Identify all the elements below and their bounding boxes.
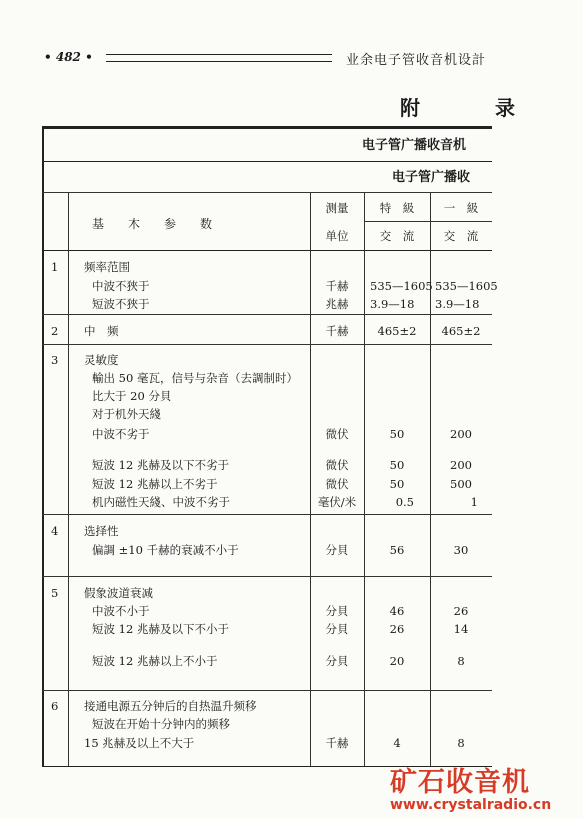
row-label: 偏調 ±10 千赫的衰减不小于 [92,543,239,557]
row-value-special: 50 [389,427,405,441]
header-rule [106,54,332,62]
row-label: 短波 12 兆赫及以下不小于 [92,622,229,636]
grade-special-header: 特 級 [379,201,415,215]
header-bottom-rule [42,250,492,251]
row-value-special: 0.5 [395,495,414,509]
row-unit: 分貝 [325,604,349,618]
row-label: 中波不小于 [92,604,150,618]
row-value-special: 20 [389,654,405,668]
row-value-special: 26 [389,622,405,636]
row-value-first: 500 [450,477,472,491]
row-value-first: 26 [453,604,469,618]
row-number: 1 [51,260,59,274]
row-label: 选择性 [84,524,119,538]
row-number: 4 [51,524,59,538]
grade-rule [364,221,492,222]
row-label: 短波不狹于 [92,297,150,311]
row-label: 15 兆赫及以上不大于 [84,736,195,750]
row-number: 3 [51,353,59,367]
row-label: 中 频 [84,324,119,338]
spec-table [42,126,498,767]
row-rule-5 [42,690,492,691]
num-column-divider [68,193,69,766]
row-unit: 分貝 [325,622,349,636]
row-label: 短波在开始十分钟内的频移 [92,717,230,731]
row-unit: 微伏 [325,458,349,472]
params-header: 基 木 参 数 [92,217,213,231]
row-unit: 千赫 [325,736,349,750]
row-label: 中波不狹于 [92,279,150,293]
table-subtitle: 电子管广播收 [392,170,471,185]
row-number: 2 [51,324,59,338]
subtitle-rule [42,192,492,193]
row-value-special: 50 [389,477,405,491]
row-unit: 微伏 [325,477,349,491]
watermark [390,760,580,813]
row-value-first: 8 [457,654,465,668]
unit-header-bottom: 单位 [325,229,349,243]
row-rule-2 [42,344,492,345]
unit-header-top: 测量 [325,201,349,215]
row-value-first: 30 [453,543,469,557]
row-label: 对于机外天綫 [92,407,161,421]
row-value-first: 200 [450,458,472,472]
row-label: 频率范围 [84,260,130,274]
row-rule-1 [42,314,492,315]
row-label: 机内磁性天綫、中波不劣于 [92,495,230,509]
watermark-url: www.crystalradio.cn [390,797,552,813]
row-unit: 千赫 [325,324,349,338]
row-value-first: 14 [453,622,469,636]
row-unit: 兆赫 [325,297,349,311]
watermark-logo: 矿石收音机 [390,767,530,798]
row-unit: 毫伏/米 [317,495,357,509]
row-value-special: 4 [393,736,401,750]
appendix-title: 附 录 [400,96,549,120]
row-value-special: 3.9—18 [370,297,415,311]
row-number: 6 [51,699,59,713]
row-label: 短波 12 兆赫以上不小于 [92,654,218,668]
row-value-special: 465±2 [377,324,417,338]
row-unit: 千赫 [325,279,349,293]
row-label: 接通电源五分钟后的自热温升频移 [84,699,257,713]
row-label: 中波不劣于 [92,427,150,441]
row-label: 輸出 50 毫瓦，信号与杂音（去調制时） [92,371,298,385]
row-label: 短波 12 兆赫及以下不劣于 [92,458,229,472]
row-value-first: 200 [450,427,472,441]
row-unit: 分貝 [325,654,349,668]
row-value-special: 46 [389,604,405,618]
row-label: 假象波道衰减 [84,586,153,600]
row-value-first: 465±2 [441,324,481,338]
table-title: 电子管广播收音机 [362,138,467,153]
row-value-first: 3.9—18 [435,297,480,311]
page-number: • 482 • [44,50,93,64]
row-value-special: 535—1605 [370,279,433,293]
row-value-first: 535—1605 [435,279,498,293]
row-unit: 微伏 [325,427,349,441]
row-number: 5 [51,586,59,600]
row-value-special: 56 [389,543,405,557]
row-value-special: 50 [389,458,405,472]
row-label: 短波 12 兆赫以上不劣于 [92,477,218,491]
ac-special-header: 交 流 [379,229,415,243]
row-unit: 分貝 [325,543,349,557]
page-header [44,48,486,68]
grade-first-header: 一 級 [443,201,479,215]
row-rule-3 [42,514,492,515]
book-title: 业余电子管收音机设計 [345,53,486,68]
ac-first-header: 交 流 [443,229,479,243]
row-label: 比大于 20 分貝 [92,389,172,403]
row-value-first: 8 [457,736,465,750]
title-rule [42,161,492,162]
row-value-first: 1 [470,495,478,509]
row-label: 灵敏度 [84,353,119,367]
table-left-border [42,129,44,766]
row-rule-4 [42,576,492,577]
